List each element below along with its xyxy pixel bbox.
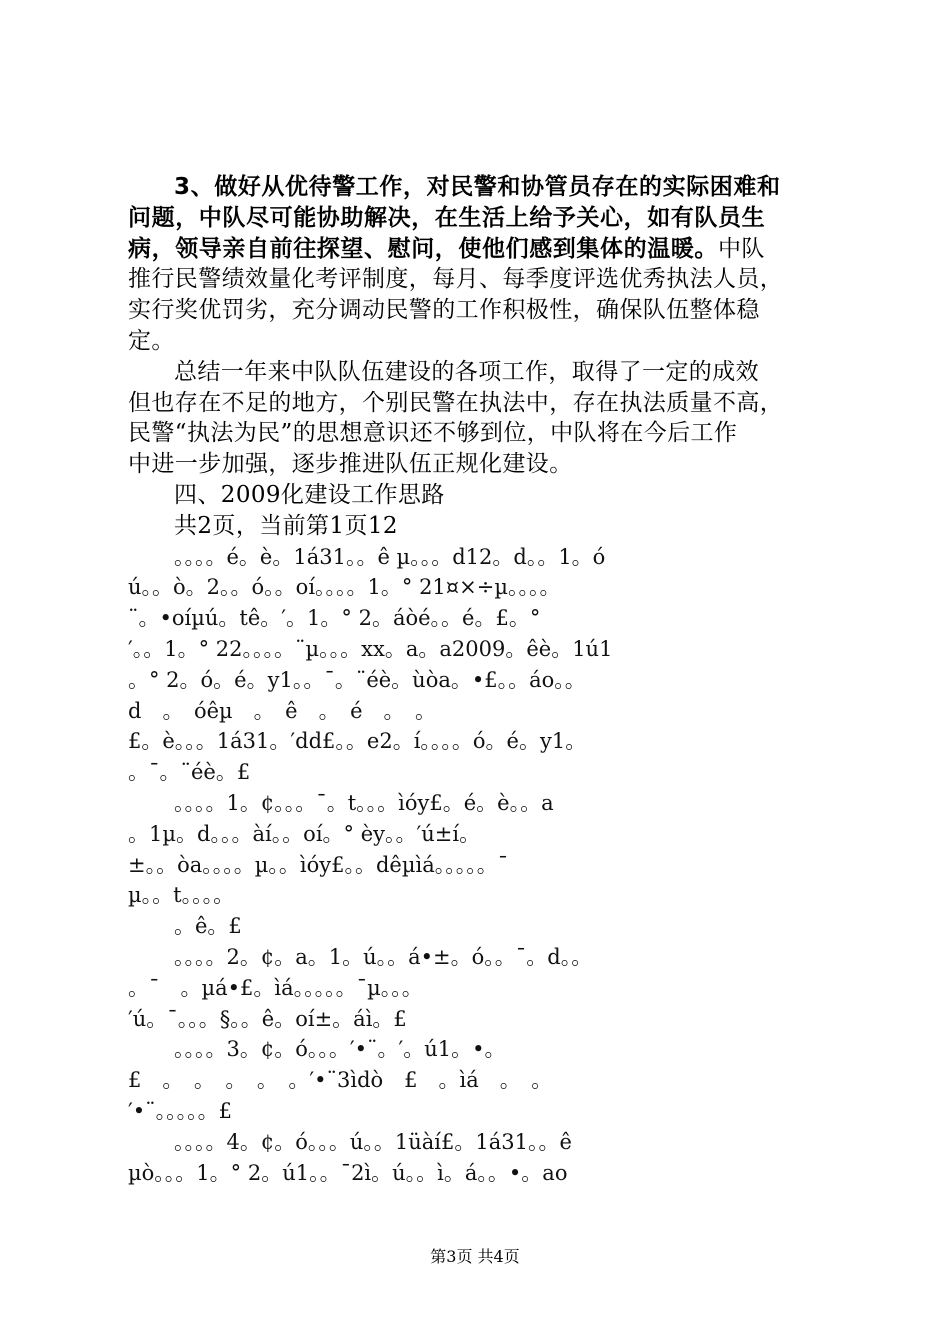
paragraph-text: 中队 (718, 235, 765, 262)
body-line (128, 234, 836, 265)
garbled-line (128, 1127, 836, 1158)
garbled-line (128, 1065, 836, 1096)
garbled-text: ¨。•oíµú。tê。′。1。° 2。áòé。。é。£。° (128, 606, 541, 631)
document-body (128, 172, 836, 1188)
garbled-line (128, 788, 836, 819)
page-footer (0, 1244, 950, 1267)
heading-text: 四、2009化建设工作思路 (174, 481, 445, 508)
garbled-text: ′•¨。。。。。£ (128, 1098, 233, 1123)
garbled-text: µ。。t。。。。 (128, 883, 235, 908)
garbled-line (128, 696, 836, 727)
garbled-text: £。è。。。1á31。′dd£。。e2。í。。。。ó。é。y1。 (128, 729, 587, 754)
garbled-line (128, 603, 836, 634)
garbled-line (128, 880, 836, 911)
garbled-line (128, 942, 836, 973)
garbled-line (128, 1096, 836, 1127)
paragraph-text: 病，领导亲自前往探望、慰问，使他们感到集体的温暖。 (128, 235, 718, 262)
body-line (128, 418, 836, 449)
garbled-line (128, 1034, 836, 1065)
section-heading (128, 480, 836, 511)
garbled-line (128, 572, 836, 603)
body-line (128, 264, 836, 295)
page-count-text: 共2页，当前第1页12 (174, 512, 398, 539)
garbled-line (128, 973, 836, 1004)
garbled-line (128, 726, 836, 757)
body-line (128, 326, 836, 357)
garbled-text: 。。。。2。¢。a。1。ú。。á•±。ó。。¯。d。。 (174, 944, 593, 969)
garbled-text: 。。。。3。¢。ó。。。′•¨。′。ú1。•。 (174, 1037, 506, 1062)
garbled-line (128, 665, 836, 696)
garbled-text: 。¯ 。µá•£。ìá。。。。。¯µ。。。 (128, 975, 423, 1000)
garbled-line (128, 850, 836, 881)
garbled-line (128, 1158, 836, 1189)
garbled-line (128, 819, 836, 850)
garbled-text: ±。。òa。。。。µ。。ìóy£。。dêµìá。。。。。¯ (128, 852, 509, 877)
garbled-line (128, 911, 836, 942)
body-line (128, 449, 836, 480)
garbled-text: 。¯。¨éè。£ (128, 760, 251, 785)
paragraph-text: 总结一年来中队队伍建设的各项工作，取得了一定的成效 (174, 358, 759, 385)
garbled-text: 。。。。é。è。1á31。。ê µ。。。d12。d。。1。ó (174, 544, 606, 569)
garbled-text: d 。 óêµ 。 ê 。 é 。 。 (128, 698, 437, 723)
paragraph-text: 3、做好从优待警工作，对民警和协管员存在的实际困难和 (174, 174, 781, 200)
garbled-text: µò。。。1。° 2。ú1。。¯2ì。ú。。ì。á。。•。ao (128, 1160, 568, 1185)
garbled-text: 。ê。£ (174, 914, 242, 939)
paragraph-text: 实行奖优罚劣，充分调动民警的工作积极性，确保队伍整体稳 (128, 297, 760, 324)
garbled-line (128, 634, 836, 665)
garbled-text: ′。。1。° 22。。。。¨µ。。。xx。a。a2009。êè。1ú1 (128, 636, 613, 661)
paragraph-text: 中进一步加强，逐步推进队伍正规化建设。 (128, 451, 573, 478)
paragraph-text: 民警“执法为民”的思想意识还不够到位，中队将在今后工作 (128, 420, 738, 447)
garbled-text: 。° 2。ó。é。y1。。¯。¨éè。ùòa。•£。。áo。。 (128, 667, 586, 692)
garbled-text: £ 。 。 。 。 。′•¨3ìdò £ 。ìá 。 。 (128, 1068, 553, 1093)
garbled-text: 。。。。1。¢。。。¯。t。。。ìóy£。é。è。。a (174, 790, 554, 815)
paragraph-text: 问题，中队尽可能协助解决，在生活上给予关心，如有队员生 (128, 204, 766, 231)
paragraph-text: 但也存在不足的地方，个别民警在执法中，存在执法质量不高， (128, 389, 784, 416)
page-number: 第3页 共4页 (430, 1247, 520, 1266)
garbled-line (128, 757, 836, 788)
body-line (128, 388, 836, 419)
body-line (128, 172, 836, 203)
paragraph-text: 定。 (128, 327, 175, 354)
body-line (128, 357, 836, 388)
garbled-line (128, 1004, 836, 1035)
garbled-text: ú。。ò。2。。ó。。oí。。。。1。° 21¤×÷µ。。。。 (128, 575, 561, 600)
paragraph-text: 推行民警绩效量化考评制度，每月、每季度评选优秀执法人员， (128, 266, 784, 293)
page-count-line (128, 511, 836, 542)
garbled-line (128, 542, 836, 573)
garbled-text: 。1µ。d。。。àí。。oí。° èy。。′ú±í。 (128, 821, 481, 846)
body-line (128, 203, 836, 234)
garbled-text: 。。。。4。¢。ó。。。ú。。1üàí£。1á31。。ê (174, 1129, 572, 1154)
garbled-text: ′ú。¯。。。§。。ê。oí±。áì。£ (128, 1006, 407, 1031)
body-line (128, 295, 836, 326)
